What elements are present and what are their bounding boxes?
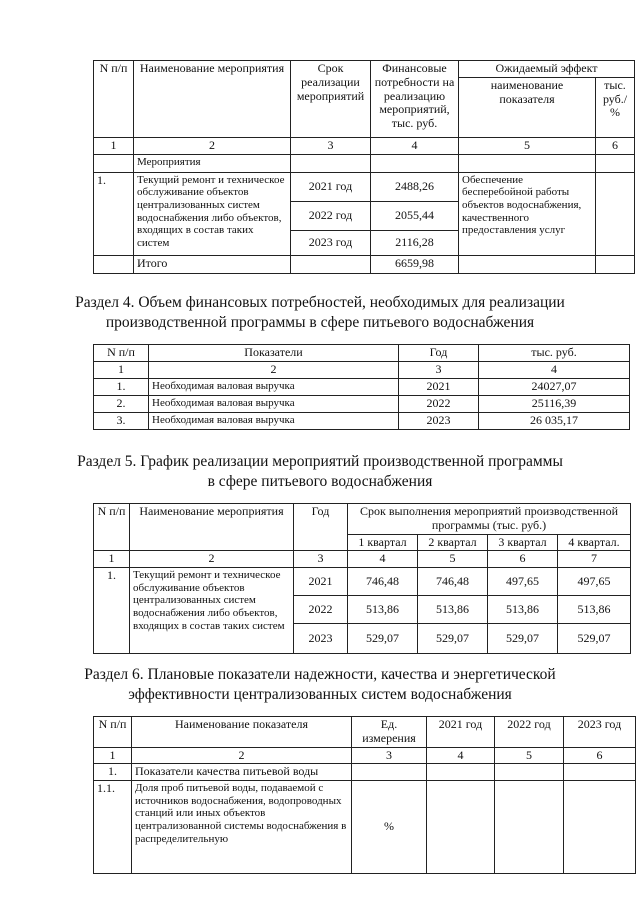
row-indicator: Необходимая валовая выручка	[149, 413, 399, 430]
header-year-2021: 2021 год	[427, 717, 495, 748]
table-row	[94, 413, 630, 430]
quarter-value: 513,86	[488, 596, 558, 624]
header-effect-unit: тыс. руб./ %	[596, 77, 635, 137]
header-num: N п/п	[94, 717, 132, 748]
col-number: 1	[94, 551, 130, 568]
quarter-value: 529,07	[348, 624, 418, 654]
row-num: 3.	[94, 413, 149, 430]
activities-table	[93, 60, 634, 274]
header-quarter: 4 квартал.	[558, 534, 631, 551]
activity-effect: Обеспечение бесперебойной работы объектов водоснабжения, качественного предоставления услуг	[459, 172, 596, 255]
row-year: 2023	[294, 624, 348, 654]
quarter-value: 529,07	[418, 624, 488, 654]
row-num: 1.1.	[94, 781, 132, 874]
table-row	[94, 396, 630, 413]
header-activity-name: Наименование мероприятия	[130, 504, 294, 551]
section-6-title-line2: эффективности централизованных систем водоснабжения	[128, 686, 512, 703]
header-effect-name: наименование показателя	[459, 77, 596, 137]
section-5-title	[0, 452, 640, 492]
header-quarter: 3 квартал	[488, 534, 558, 551]
header-term: Срок реализации мероприятий	[291, 61, 371, 138]
row-amount: 26 035,17	[479, 413, 630, 430]
section-label: Мероприятия	[134, 154, 291, 172]
activity-num: 1.	[94, 172, 134, 255]
header-indicator-name: Наименование показателя	[132, 717, 352, 748]
quarter-value: 529,07	[488, 624, 558, 654]
col-number: 4	[348, 551, 418, 568]
header-activity-name: Наименование мероприятия	[134, 61, 291, 138]
col-number: 2	[132, 747, 352, 764]
header-unit: Ед. измерения	[352, 717, 427, 748]
indicators-table	[93, 716, 635, 874]
row-indicator: Необходимая валовая выручка	[149, 396, 399, 413]
col-number: 3	[294, 551, 348, 568]
row-year: 2022	[399, 396, 479, 413]
header-year-2023: 2023 год	[564, 717, 636, 748]
quarter-value: 746,48	[348, 568, 418, 596]
activity-name: Текущий ремонт и техническое обслуживание объектов централизованных систем водоснабжения либо объектов, входящих в состав таких систем	[130, 568, 294, 654]
col-number: 1	[94, 747, 132, 764]
header-quarter: 1 квартал	[348, 534, 418, 551]
col-number: 1	[94, 362, 149, 379]
header-amount: тыс. руб.	[479, 345, 630, 362]
row-amount: 25116,39	[479, 396, 630, 413]
column-number-row	[94, 551, 631, 568]
col-number: 7	[558, 551, 631, 568]
column-number-row	[94, 362, 630, 379]
total-amount: 6659,98	[371, 255, 459, 273]
col-number: 1	[94, 137, 134, 154]
section-5-title-line1: Раздел 5. График реализации мероприятий производственной программы	[77, 453, 563, 470]
quarter-value: 497,65	[488, 568, 558, 596]
section-6-title-line1: Раздел 6. Плановые показатели надежности, качества и энергетической	[84, 666, 556, 683]
row-year: 2023	[399, 413, 479, 430]
row-year: 2022	[294, 596, 348, 624]
header-finance: Финансовые потребности на реализацию мероприятий, тыс. руб.	[371, 61, 459, 138]
col-number: 4	[371, 137, 459, 154]
col-number: 3	[399, 362, 479, 379]
table-row	[94, 781, 636, 874]
quarter-value: 746,48	[418, 568, 488, 596]
col-number: 3	[291, 137, 371, 154]
header-quarter: 2 квартал	[418, 534, 488, 551]
row-amount: 24027,07	[479, 379, 630, 396]
section-4-title-line1: Раздел 4. Объем финансовых потребностей, необходимых для реализации	[75, 294, 565, 311]
col-number: 6	[488, 551, 558, 568]
header-deadline: Срок выполнения мероприятий производственной программы (тыс. руб.)	[348, 504, 631, 535]
column-number-row	[94, 137, 635, 154]
section-4-title-line2: производственной программы в сфере питьевого водоснабжения	[105, 314, 535, 331]
col-number: 4	[427, 747, 495, 764]
col-number: 6	[596, 137, 635, 154]
section-5-title-line2: в сфере питьевого водоснабжения	[207, 473, 433, 490]
column-number-row	[94, 747, 636, 764]
col-number: 6	[564, 747, 636, 764]
row-year: 2021	[294, 568, 348, 596]
schedule-table	[93, 503, 630, 654]
header-num: N п/п	[94, 504, 130, 551]
quarter-value: 513,86	[418, 596, 488, 624]
quarter-value: 529,07	[558, 624, 631, 654]
col-number: 4	[479, 362, 630, 379]
activity-amount: 2055,44	[371, 201, 459, 230]
activity-name: Текущий ремонт и техническое обслуживание объектов централизованных систем водоснабжения либо объектов, входящих в состав таких систем	[134, 172, 291, 255]
col-number: 5	[418, 551, 488, 568]
header-num: N п/п	[94, 61, 134, 138]
section-4-title	[0, 293, 640, 333]
row-num: 2.	[94, 396, 149, 413]
header-expected-effect: Ожидаемый эффект	[459, 61, 635, 78]
row-unit: %	[352, 781, 427, 874]
table-row	[94, 172, 635, 201]
col-number: 5	[459, 137, 596, 154]
row-num: 1.	[94, 379, 149, 396]
header-year: Год	[399, 345, 479, 362]
col-number: 5	[495, 747, 564, 764]
activity-year: 2021 год	[291, 172, 371, 201]
row-indicator: Необходимая валовая выручка	[149, 379, 399, 396]
activity-year: 2022 год	[291, 201, 371, 230]
col-number: 2	[134, 137, 291, 154]
header-year: Год	[294, 504, 348, 551]
row-year: 2021	[399, 379, 479, 396]
header-num: N п/п	[94, 345, 149, 362]
quarter-value: 513,86	[348, 596, 418, 624]
col-number: 3	[352, 747, 427, 764]
activity-year: 2023 год	[291, 230, 371, 255]
activity-amount: 2488,26	[371, 172, 459, 201]
table-row	[94, 379, 630, 396]
group-name: Показатели качества питьевой воды	[132, 764, 352, 781]
group-num: 1.	[94, 764, 132, 781]
header-year-2022: 2022 год	[495, 717, 564, 748]
col-number: 2	[130, 551, 294, 568]
row-indicator-name: Доля проб питьевой воды, подаваемой с источников водоснабжения, водопроводных станций или иных объектов централизованной системы водоснабжения в распределительную	[132, 781, 352, 874]
quarter-value: 497,65	[558, 568, 631, 596]
financial-needs-table	[93, 344, 629, 430]
quarter-value: 513,86	[558, 596, 631, 624]
activity-amount: 2116,28	[371, 230, 459, 255]
section-6-title	[0, 665, 640, 705]
total-row	[94, 255, 635, 273]
col-number: 2	[149, 362, 399, 379]
header-indicator: Показатели	[149, 345, 399, 362]
group-row	[94, 764, 636, 781]
activity-num: 1.	[94, 568, 130, 654]
table-row	[94, 568, 631, 596]
total-label: Итого	[134, 255, 291, 273]
